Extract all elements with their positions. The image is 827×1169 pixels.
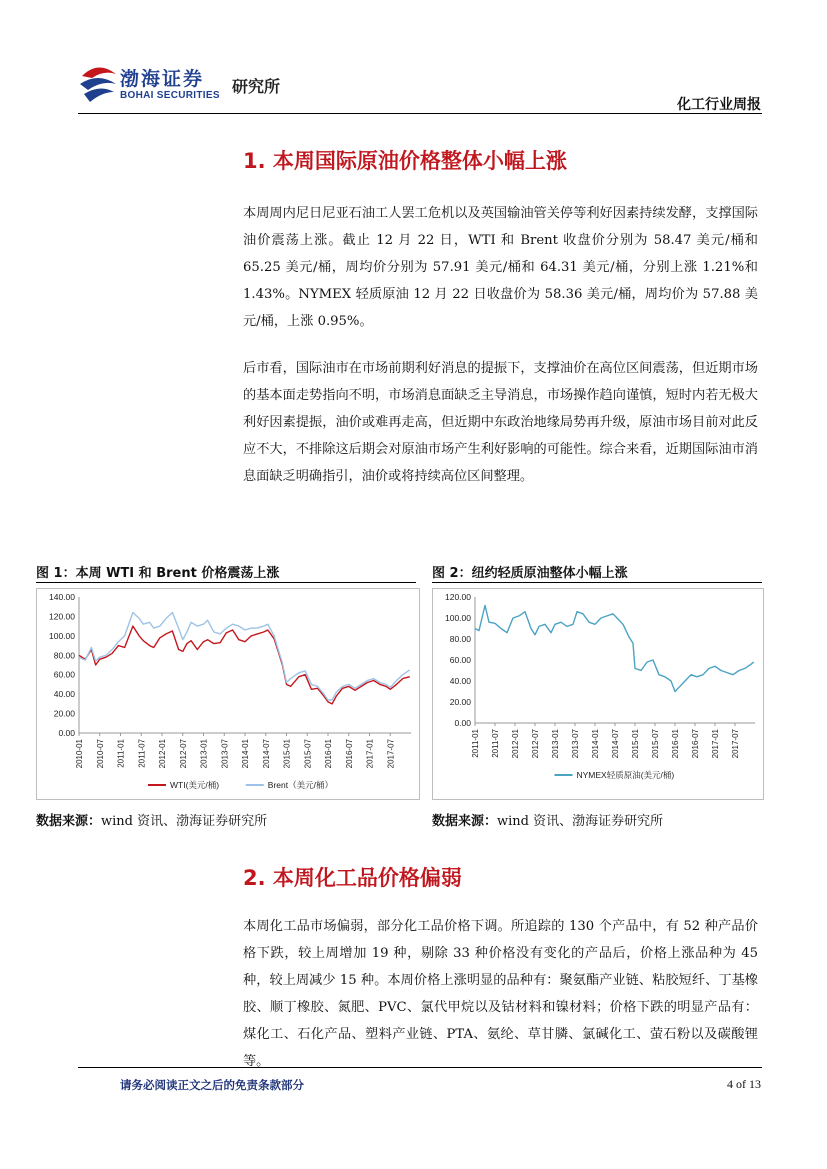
figure1-source xyxy=(36,810,267,829)
section1-title: 1. 本周国际原油价格整体小幅上涨 xyxy=(243,149,567,173)
company-name-en: BOHAI SECURITIES xyxy=(120,90,220,101)
section2-title: 2. 本周化工品价格偏弱 xyxy=(243,866,462,890)
x-tick-label: 2015-07 xyxy=(651,729,660,759)
section1-para1: 本周周内尼日尼亚石油工人罢工危机以及英国输油管关停等利好因素持续发酵，支撑国际油价震荡上涨。截止 12 月 22 日，WTI 和 Brent 收盘价分别为 58.47 美元/桶和 65.25 美元/桶，周均价分别为 57.91 美元/桶和 64.31 美元/桶，分别上涨 1.21%和 1.43%。NYMEX 轻质原油 12 月 22 日收盘价为 58.36 美元/桶，周均价为 57.88 美元/桶，上涨 0.95%。 xyxy=(243,206,758,329)
header-divider xyxy=(78,113,762,114)
y-tick-label: 80.00 xyxy=(53,650,75,661)
section2-para1: 本周化工品市场偏弱，部分化工品价格下调。所追踪的 130 个产品中，有 52 种产品价格下跌，较上周增加 19 种，剔除 33 种价格没有变化的产品后，价格上涨品种为 45 种，较上周减少 15 种。本周价格上涨明显的品种有：聚氨酯产业链、粘胶短纤、丁基橡胶、顺丁橡胶、氮肥、PVC、氯代甲烷以及钴材料和镍材料；价格下跌的明显产品有：煤化工、石化产品、塑料产业链、PTA、氨纶、草甘膦、氯碱化工、萤石粉以及碳酸锂等。 xyxy=(243,919,758,1069)
footer-divider xyxy=(78,1067,762,1068)
x-tick-label: 2012-01 xyxy=(158,739,167,769)
series-line-wti xyxy=(79,626,410,704)
y-tick-label: 60.00 xyxy=(53,669,75,680)
x-tick-label: 2017-07 xyxy=(731,729,740,759)
x-tick-label: 2017-01 xyxy=(711,729,720,759)
x-tick-label: 2013-01 xyxy=(199,739,209,769)
y-tick-label: 60.00 xyxy=(449,655,471,665)
x-tick-label: 2016-01 xyxy=(324,739,333,769)
figure2-source-text: wind 资讯、渤海证券研究所 xyxy=(497,814,664,829)
wti-brent-chart-svg xyxy=(37,589,419,799)
disclaimer-note: 请务必阅读正文之后的免责条款部分 xyxy=(120,1078,304,1092)
y-tick-label: 40.00 xyxy=(53,689,75,700)
x-tick-label: 2014-01 xyxy=(241,739,250,769)
x-tick-label: 2012-01 xyxy=(511,729,520,759)
y-tick-label: 0.00 xyxy=(454,718,471,728)
y-tick-label: 20.00 xyxy=(53,708,75,719)
x-tick-label: 2016-07 xyxy=(344,739,354,769)
x-tick-label: 2013-01 xyxy=(551,729,560,759)
x-tick-label: 2010-07 xyxy=(95,739,105,769)
x-tick-label: 2013-07 xyxy=(220,739,230,769)
nymex-chart-svg xyxy=(433,589,763,799)
figure1-source-text: wind 资讯、渤海证券研究所 xyxy=(101,814,268,829)
institute-label: 研究所 xyxy=(232,77,281,96)
x-tick-label: 2014-07 xyxy=(611,729,620,759)
section1-para2: 后市看，国际油市在市场前期利好消息的提振下，支撑油价在高位区间震荡，但近期市场的基本面走势指向不明，市场消息面缺乏主导消息，市场操作趋向谨慎，短时内若无极大利好因素提振，油价或难再走高，但近期中东政治地缘局势再升级，原油市场目前对此反应不大，不排除这后期会对原油市场产生利好影响的可能性。综合来看，近期国际油市消息面缺乏明确指引，油价或将持续高位区间整理。 xyxy=(243,361,758,484)
y-tick-label: 0.00 xyxy=(58,728,75,738)
x-tick-label: 2016-01 xyxy=(671,729,680,759)
figure2-source xyxy=(432,810,663,829)
y-tick-label: 120.00 xyxy=(49,611,75,622)
company-name-cn: 渤海证券 xyxy=(120,68,205,90)
company-logo-mark xyxy=(78,62,120,104)
series-line-nymex xyxy=(475,605,754,691)
x-tick-label: 2017-01 xyxy=(365,739,375,769)
legend-label-wti: WTI(美元/桶) xyxy=(170,780,220,790)
y-tick-label: 100.00 xyxy=(445,613,471,623)
y-tick-label: 140.00 xyxy=(49,592,75,602)
x-tick-label: 2010-01 xyxy=(75,739,84,769)
figure1-source-label: 数据来源： xyxy=(36,814,102,829)
figure1-title: 图 1：本周 WTI 和 Brent 价格震荡上涨 xyxy=(36,566,280,581)
legend-label-nymex: NYMEX轻质原油(美元/桶) xyxy=(576,770,675,780)
y-tick-label: 40.00 xyxy=(449,676,471,686)
x-tick-label: 2011-01 xyxy=(116,739,126,768)
figure2-rule xyxy=(432,582,762,583)
y-tick-label: 80.00 xyxy=(449,634,471,644)
x-tick-label: 2016-07 xyxy=(691,729,700,759)
x-tick-label: 2015-01 xyxy=(631,729,640,759)
x-tick-label: 2015-07 xyxy=(303,739,313,769)
section2-body xyxy=(243,913,758,1075)
section1-body-2 xyxy=(243,355,758,490)
x-tick-label: 2015-01 xyxy=(282,739,292,769)
x-tick-label: 2011-07 xyxy=(137,739,147,768)
x-tick-label: 2012-07 xyxy=(531,729,540,759)
x-tick-label: 2013-07 xyxy=(571,729,580,759)
y-tick-label: 100.00 xyxy=(49,630,75,641)
legend-label-brent: Brent（美元/桶） xyxy=(267,780,333,790)
figure1-rule xyxy=(36,582,416,583)
x-tick-label: 2014-01 xyxy=(591,729,600,759)
x-tick-label: 2012-07 xyxy=(178,739,188,769)
figure2-title: 图 2：纽约轻质原油整体小幅上涨 xyxy=(432,566,628,581)
figure1-chart xyxy=(36,588,420,800)
y-tick-label: 20.00 xyxy=(449,697,471,707)
figure2-source-label: 数据来源： xyxy=(432,814,498,829)
x-tick-label: 2011-01 xyxy=(471,729,480,758)
x-tick-label: 2014-07 xyxy=(261,739,271,769)
y-tick-label: 120.00 xyxy=(445,592,471,602)
page-number: 4 of 13 xyxy=(727,1077,761,1091)
x-tick-label: 2011-07 xyxy=(491,729,500,758)
section1-body xyxy=(243,200,758,335)
x-tick-label: 2017-07 xyxy=(386,739,396,769)
report-type: 化工行业周报 xyxy=(677,97,761,113)
figure2-chart xyxy=(432,588,764,800)
